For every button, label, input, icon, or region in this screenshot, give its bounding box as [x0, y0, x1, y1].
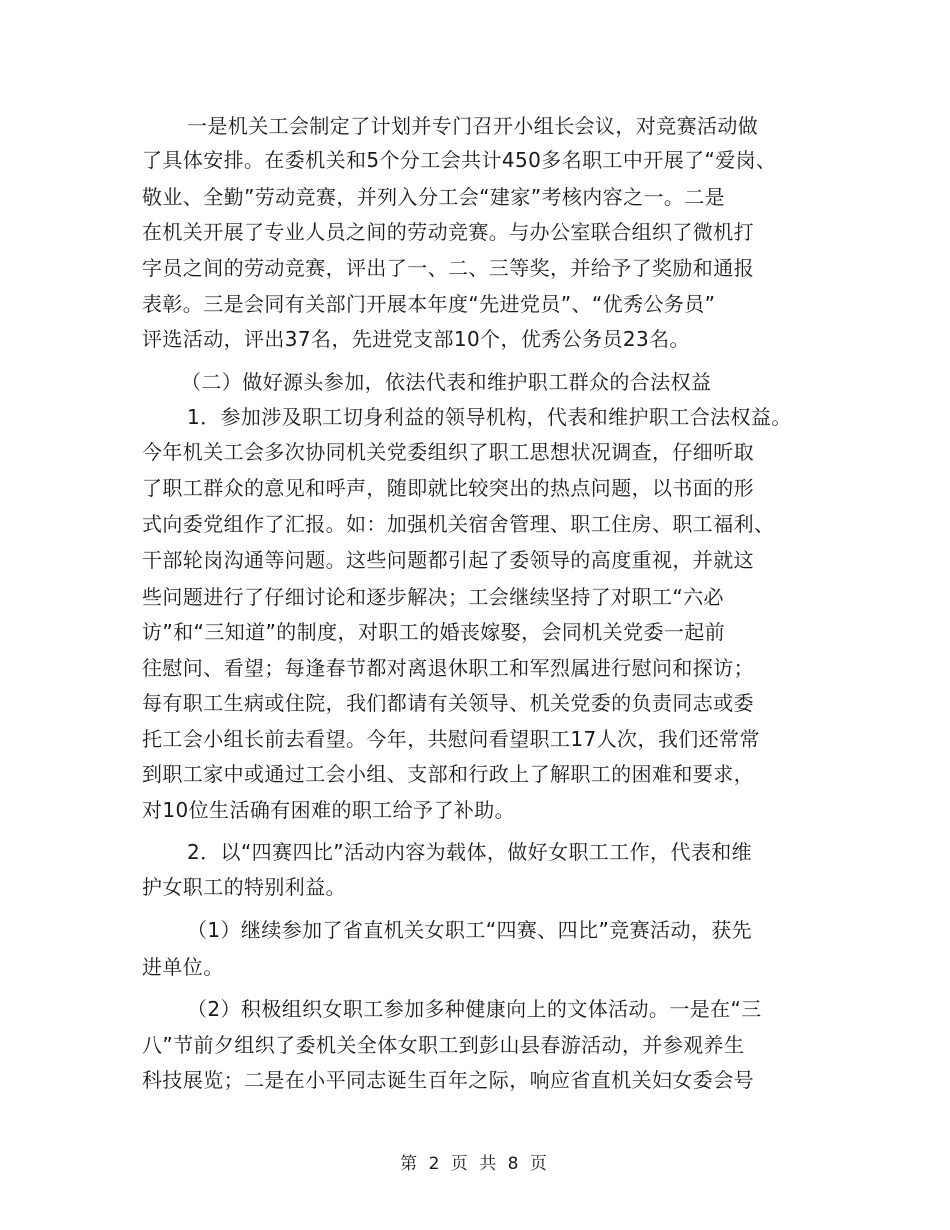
text-line: （1）继续参加了省直机关女职工“四赛、四比”竞赛活动，获先 — [187, 918, 753, 942]
text-line: 2．以“四赛四比”活动内容为载体，做好女职工工作，代表和维 — [187, 840, 753, 864]
text-line: 些问题进行了仔细讨论和逐步解决；工会继续坚持了对职工“六必 — [142, 585, 724, 609]
text-line: 字员之间的劳动竞赛，评出了一、二、三等奖，并给予了奖励和通报 — [142, 256, 754, 280]
text-line: 了职工群众的意见和呼声，随即就比较突出的热点问题，以书面的形 — [142, 476, 754, 500]
text-line: 干部轮岗沟通等问题。这些问题都引起了委领导的高度重视，并就这 — [142, 548, 754, 572]
text-line: 科技展览；二是在小平同志诞生百年之际，响应省直机关妇女委会号 — [142, 1068, 754, 1092]
text-line: 一是机关工会制定了计划并专门召开小组长会议，对竞赛活动做 — [187, 114, 759, 138]
text-line: 每有职工生病或住院，我们都请有关领导、机关党委的负责同志或委 — [142, 691, 754, 715]
text-line: 访”和“三知道”的制度，对职工的婚丧嫁娶，会同机关党委一起前 — [142, 620, 726, 644]
text-line: 敬业、全勤”劳动竞赛，并列入分工会“建家”考核内容之一。二是 — [142, 185, 726, 209]
text-line: 了具体安排。在委机关和5个分工会共计450多名职工中开展了“爱岗、 — [142, 148, 777, 172]
text-line: 八”节前夕组织了委机关全体女职工到彭山县春游活动，并参观养生 — [142, 1033, 745, 1057]
text-line: 1．参加涉及职工切身利益的领导机构，代表和维护职工合法权益。 — [187, 405, 792, 429]
text-line: 往慰问、看望；每逢春节都对离退休职工和军烈属进行慰问和探访； — [142, 656, 754, 680]
text-line: 在机关开展了专业人员之间的劳动竞赛。与办公室联合组织了微机打 — [142, 220, 754, 244]
section-heading: （二）做好源头参加，依法代表和维护职工群众的合法权益 — [181, 370, 712, 394]
text-line: 到职工家中或通过工会小组、支部和行政上了解职工的困难和要求， — [142, 762, 754, 786]
text-line: 评选活动，评出37名，先进党支部10个，优秀公务员23名。 — [142, 327, 690, 351]
page-number-footer: 第 2 页 共 8 页 — [400, 1154, 550, 1174]
text-line: 今年机关工会多次协同机关党委组织了职工思想状况调查，仔细听取 — [142, 440, 754, 464]
text-line: （2）积极组织女职工参加多种健康向上的文体活动。一是在“三 — [187, 997, 762, 1021]
text-line: 表彰。三是会同有关部门开展本年度“先进党员”、“优秀公务员” — [142, 292, 716, 316]
text-line: 托工会小组长前去看望。今年，共慰问看望职工17人次，我们还常常 — [142, 727, 760, 751]
text-line: 式向委党组作了汇报。如：加强机关宿舍管理、职工住房、职工福利、 — [142, 512, 775, 536]
text-line: 对10位生活确有困难的职工给予了补助。 — [142, 798, 516, 822]
text-line: 护女职工的特别利益。 — [142, 875, 346, 899]
text-line: 进单位。 — [142, 955, 224, 979]
